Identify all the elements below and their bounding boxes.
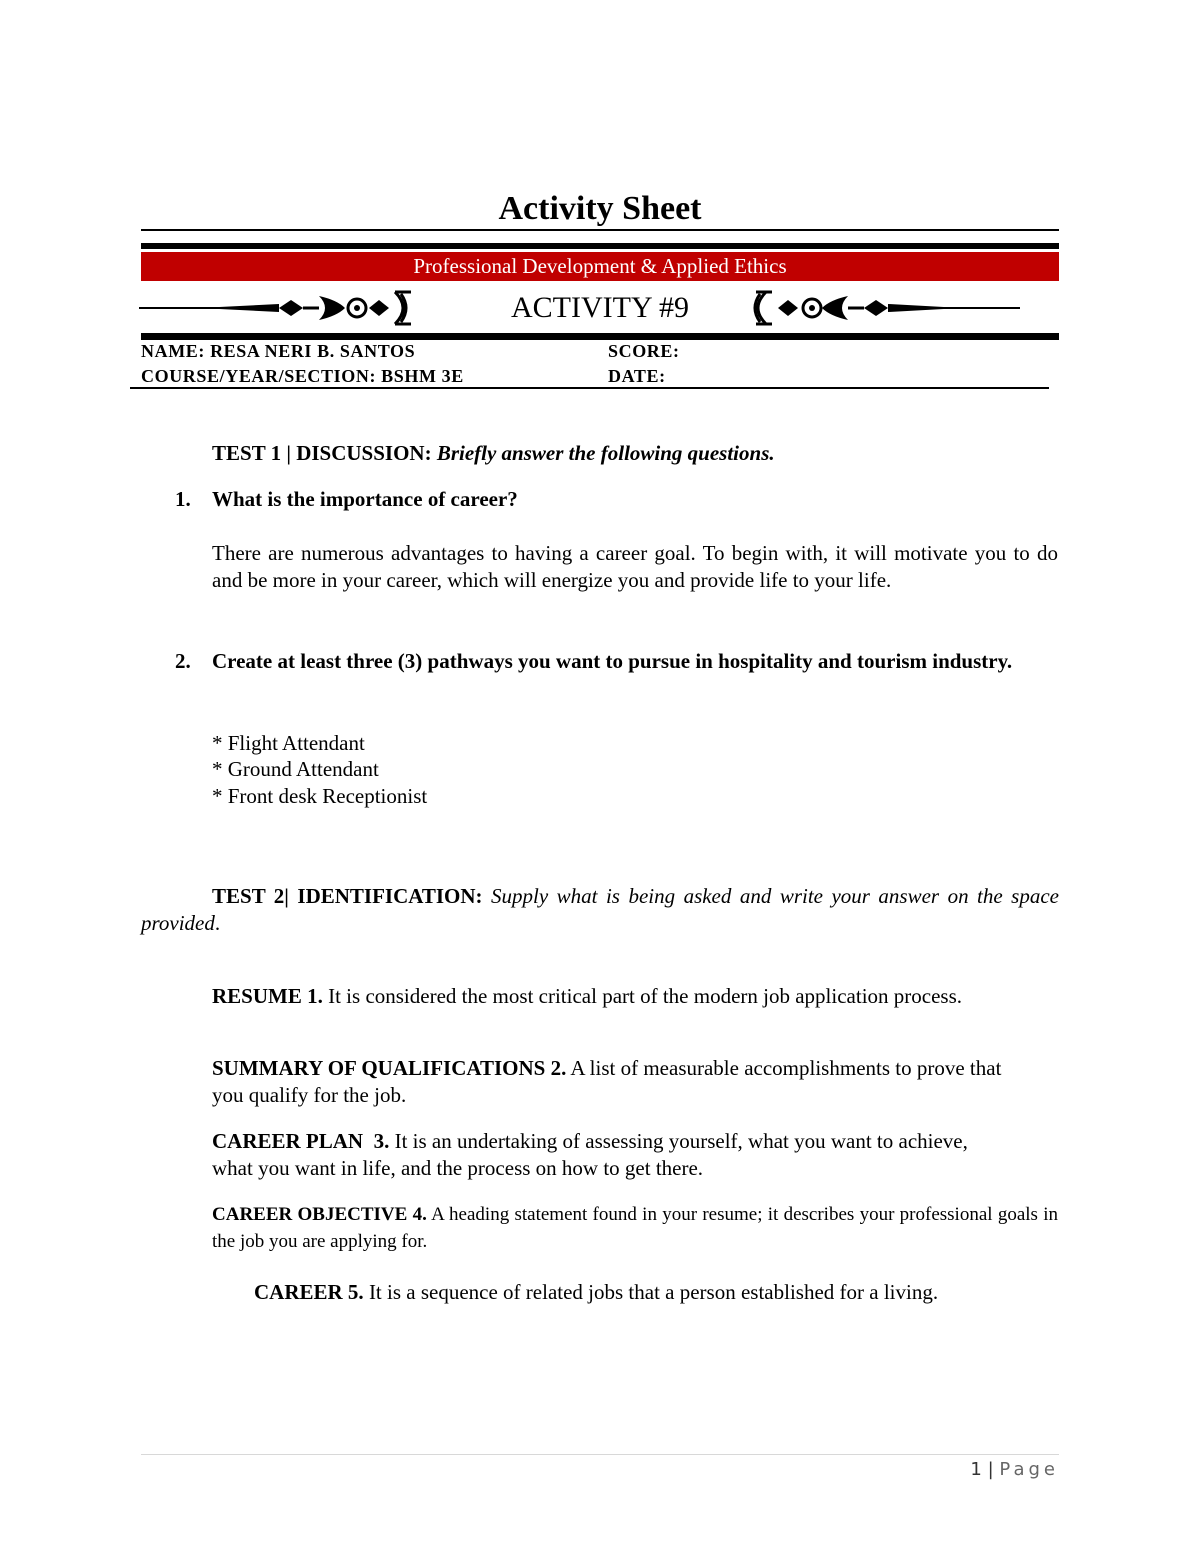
question-1-number: 1. [175,487,191,511]
info-bottom-rule [130,387,1049,389]
course-year-section: COURSE/YEAR/SECTION: BSHM 3E [141,366,464,386]
test2-heading [141,883,1059,937]
identification-answer: CAREER PLAN 3. [212,1129,390,1153]
pathway-item: * Flight Attendant [212,731,365,755]
identification-item [254,1279,938,1306]
banner-top-rule [141,243,1059,249]
test1-label: TEST 1 | DISCUSSION: [212,441,432,465]
identification-item [212,983,982,1010]
identification-item [212,1055,1012,1109]
identification-answer: CAREER OBJECTIVE 4. [212,1204,427,1225]
page-number: 1 [970,1459,982,1480]
question-1: What is the importance of career? [212,487,518,511]
question-2: Create at least three (3) pathways you want to pursue in hospitality and tourism industry. [212,649,1013,673]
test2-instruction-end: . [214,911,221,935]
test2-label: TEST 2| IDENTIFICATION: [212,884,483,908]
identification-text: A heading statement found in your resume; it describes your professional goals in the job you are applying for. [212,1204,1058,1252]
identification-text: It is a sequence of related jobs that a person established for a living. [368,1280,939,1304]
identification-text: It is an undertaking of assessing yourself, what you want to achieve, what you want in life, and the process on how to get there. [212,1129,968,1180]
date-label: DATE: [608,366,666,386]
identification-answer: RESUME 1. [212,984,323,1008]
identification-item [212,1128,1002,1182]
score-label: SCORE: [608,341,680,361]
test2-instruction: Supply what is being asked and write your answer on the space provided [141,884,1059,935]
identification-item [212,1201,1058,1255]
test1-heading [212,440,775,467]
activity-number: ACTIVITY #9 [510,291,690,324]
page-footer [970,1459,1059,1480]
page-title: Activity Sheet [498,190,702,227]
page-label: Page [999,1459,1059,1480]
student-name: NAME: RESA NERI B. SANTOS [141,341,416,361]
answer-1: There are numerous advantages to having a career goal. To begin with, it will motivate you to do and be more in your career, which will energize you and provide life to your life. [212,541,1058,592]
course-banner: Professional Development & Applied Ethics [141,252,1059,281]
right-ornament-icon [752,288,1022,328]
pathway-item: * Ground Attendant [212,757,379,781]
footer-separator: | [987,1459,994,1480]
identification-text: It is considered the most critical part of the modern job application process. [328,984,963,1008]
identification-text: A list of measurable accomplishments to prove that you qualify for the job. [212,1056,1002,1107]
footer-rule [141,1454,1059,1455]
identification-answer: CAREER 5. [254,1280,364,1304]
pathway-item: * Front desk Receptionist [212,784,428,808]
test1-instruction: Briefly answer the following questions. [436,441,775,465]
identification-answer: SUMMARY OF QUALIFICATIONS 2. [212,1056,567,1080]
title-underline [141,229,1059,231]
question-2-number: 2. [175,649,191,673]
